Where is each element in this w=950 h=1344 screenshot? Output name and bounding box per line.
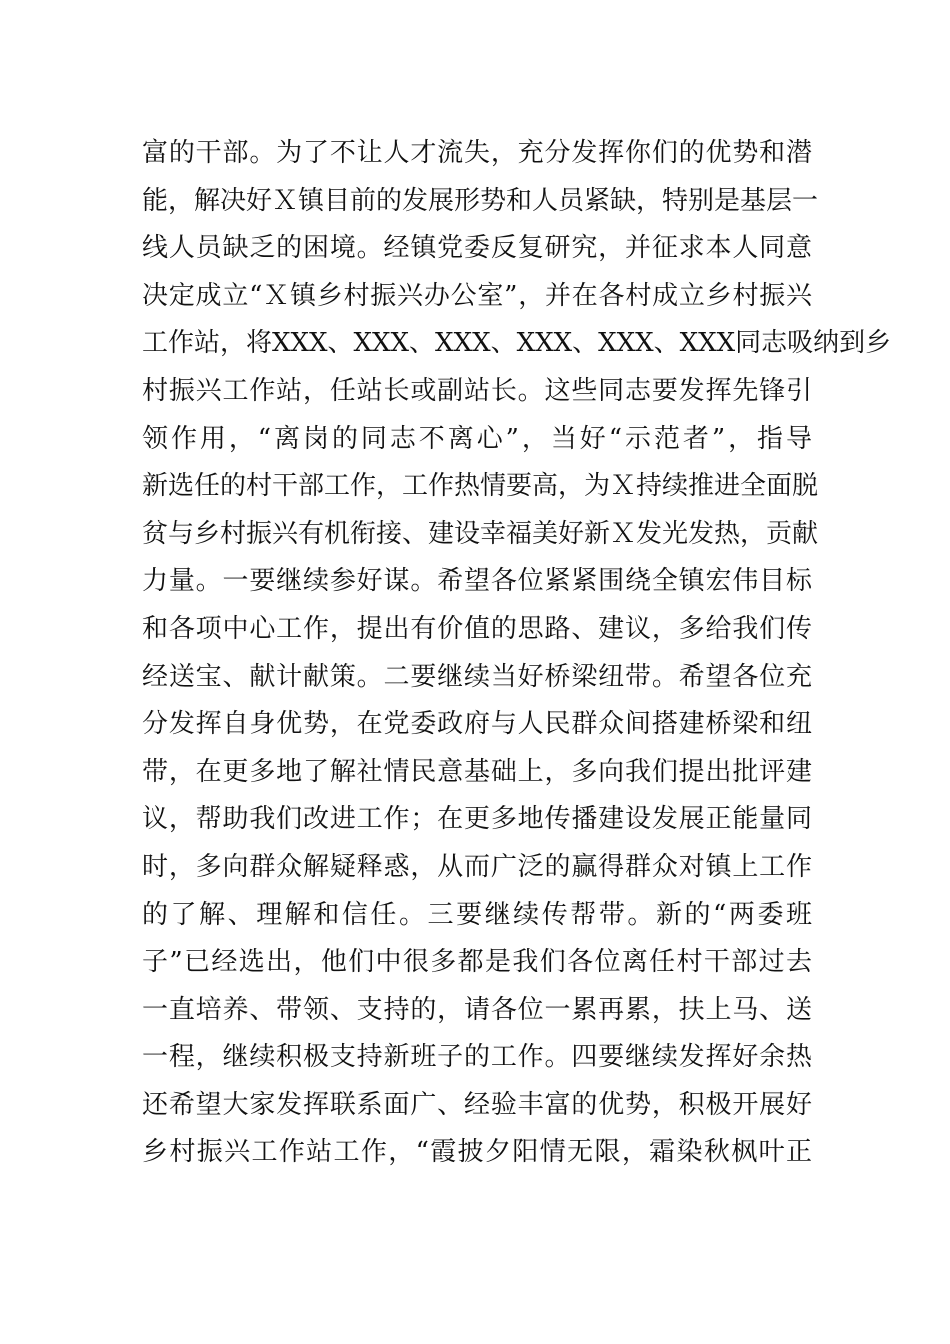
body-text xyxy=(142,130,892,1177)
text-line: 线人员缺乏的困境。经镇党委反复研究，并征求本人同意 xyxy=(142,233,812,264)
text-line: 工作站，将XXX、XXX、XXX、XXX、XXX、XXX同志吸纳到乡 xyxy=(142,328,892,359)
text-line: 新选任的村干部工作，工作热情要高，为Ｘ持续推进全面脱 xyxy=(142,471,819,502)
text-line: 还希望大家发挥联系面广、经验丰富的优势，积极开展好 xyxy=(142,1089,812,1120)
text-line: 贫与乡村振兴有机衔接、建设幸福美好新Ｘ发光发热，贡献 xyxy=(142,518,819,549)
text-line: 富的干部。为了不让人才流失，充分发挥你们的优势和潜 xyxy=(142,138,812,168)
text-line: 议，帮助我们改进工作；在更多地传播建设发展正能量同 xyxy=(142,804,812,835)
text-line: 时，多向群众解疑释惑，从而广泛的赢得群众对镇上工作 xyxy=(142,851,812,882)
text-line: 和各项中心工作，提出有价值的思路、建议，多给我们传 xyxy=(142,613,812,644)
text-line: 一直培养、带领、支持的，请各位一累再累，扶上马、送 xyxy=(142,994,812,1025)
text-line: 带，在更多地了解社情民意基础上，多向我们提出批评建 xyxy=(142,756,812,787)
text-line: 乡村振兴工作站工作，“霞披夕阳情无限，霜染秋枫叶正 xyxy=(142,1137,812,1168)
text-line: 领作用，“离岗的同志不离心”，当好“示范者”，指导 xyxy=(142,423,812,454)
text-line: 能，解决好Ｘ镇目前的发展形势和人员紧缺，特别是基层一 xyxy=(142,185,819,216)
text-line: 子”已经选出，他们中很多都是我们各位离任村干部过去 xyxy=(142,947,812,978)
text-line: 分发挥自身优势，在党委政府与人民群众间搭建桥梁和纽 xyxy=(142,709,812,740)
text-line: 村振兴工作站，任站长或副站长。这些同志要发挥先锋引 xyxy=(142,375,812,406)
text-line: 决定成立“Ｘ镇乡村振兴办公室”，并在各村成立乡村振兴 xyxy=(142,280,812,311)
text-line: 经送宝、献计献策。二要继续当好桥梁纽带。希望各位充 xyxy=(142,661,812,692)
text-line: 力量。一要继续参好谋。希望各位紧紧围绕全镇宏伟目标 xyxy=(142,566,812,597)
text-line: 的了解、理解和信任。三要继续传帮带。新的“两委班 xyxy=(142,899,812,930)
text-line: 一程，继续积极支持新班子的工作。四要继续发挥好余热 xyxy=(142,1042,812,1073)
